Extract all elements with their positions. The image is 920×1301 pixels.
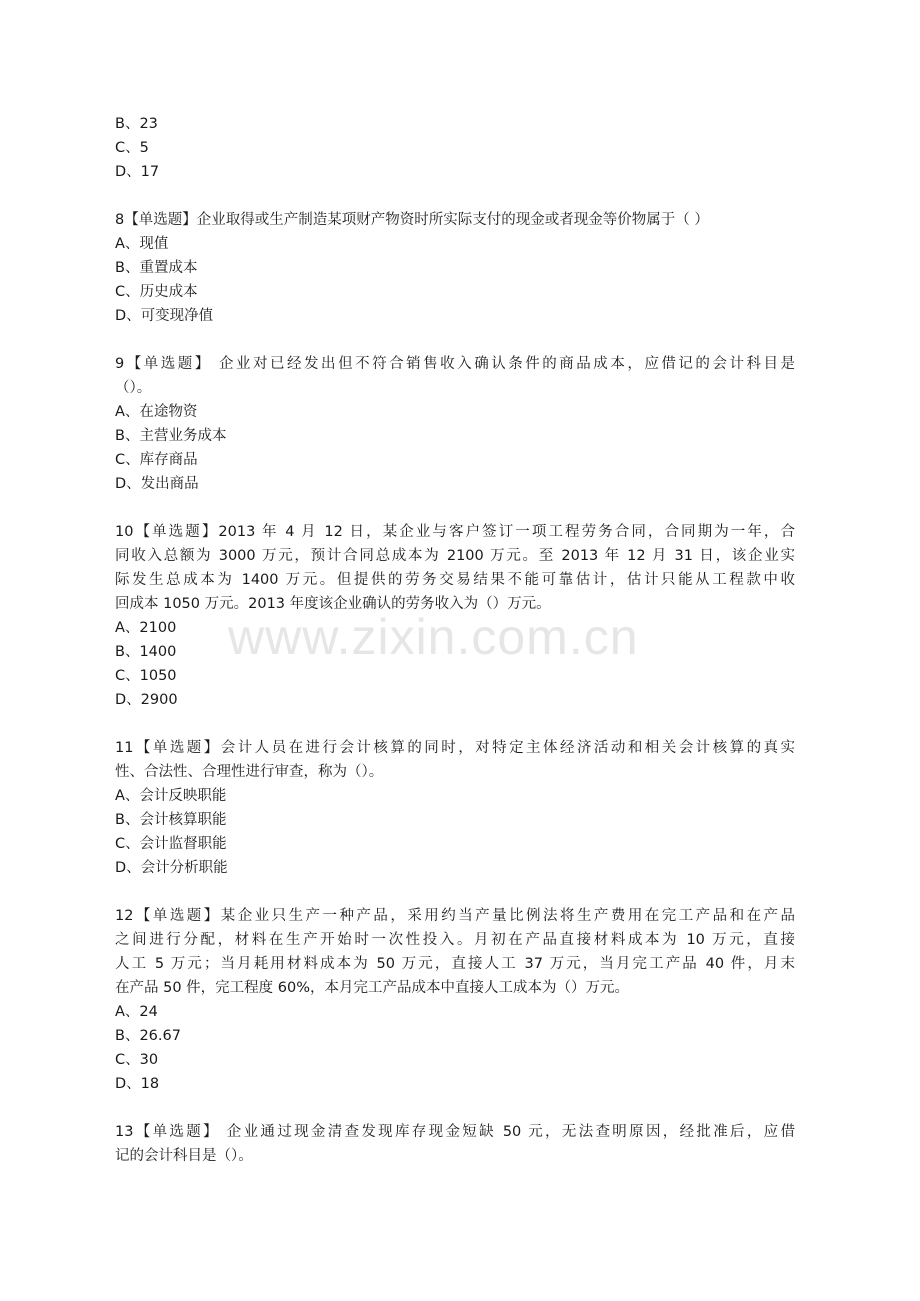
option: D、2900: [115, 692, 178, 708]
question-text-line: 13【单选题】 企业通过现金清查发现库存现金短缺 50 元，无法查明原因，经批准后，应借: [115, 1124, 795, 1140]
previous-question-options: [115, 112, 795, 184]
question-text-line: 8【单选题】企业取得或生产制造某项财产物资时所实际支付的现金或者现金等价物属于（ ）: [115, 212, 709, 228]
option: D、会计分析职能: [115, 860, 228, 876]
option: C、5: [115, 140, 149, 156]
question-block: [115, 1120, 795, 1168]
option: D、可变现净值: [115, 308, 214, 324]
question-text-line: 性、合法性、合理性进行审查，称为（）。: [115, 764, 384, 780]
option: D、18: [115, 1076, 160, 1092]
question-text-line: 11【单选题】会计人员在进行会计核算的同时，对特定主体经济活动和相关会计核算的真实: [115, 740, 795, 756]
question-text-line: （）。: [115, 380, 152, 396]
question-text-line: 记的会计科目是（）。: [115, 1148, 253, 1164]
option: A、在途物资: [115, 404, 198, 420]
option: C、库存商品: [115, 452, 198, 468]
option: A、2100: [115, 620, 177, 636]
watermark: www.zixin.com.cn: [228, 609, 639, 665]
question-block: [115, 352, 795, 496]
question-text-line: 际发生总成本为 1400 万元。但提供的劳务交易结果不能可靠估计，估计只能从工程款中收: [115, 572, 795, 588]
option: B、26.67: [115, 1028, 181, 1044]
question-block: [115, 208, 795, 328]
option: A、24: [115, 1004, 158, 1020]
question-block: [115, 520, 795, 712]
option: A、会计反映职能: [115, 788, 227, 804]
option: B、23: [115, 116, 158, 132]
option: B、1400: [115, 644, 177, 660]
option: A、现值: [115, 236, 169, 252]
question-text-line: 人工 5 万元；当月耗用材料成本为 50 万元，直接人工 37 万元，当月完工产品 40 件，月末: [115, 956, 795, 972]
question-text-line: 10【单选题】2013 年 4 月 12 日，某企业与客户签订一项工程劳务合同，合同期为一年，合: [115, 524, 795, 540]
option: C、1050: [115, 668, 177, 684]
question-block: [115, 904, 795, 1096]
option: C、会计监督职能: [115, 836, 227, 852]
option: D、发出商品: [115, 476, 199, 492]
question-text-line: 之间进行分配，材料在生产开始时一次性投入。月初在产品直接材料成本为 10 万元，直接: [115, 932, 795, 948]
question-text-line: 9【单选题】 企业对已经发出但不符合销售收入确认条件的商品成本，应借记的会计科目是: [115, 356, 795, 372]
option: C、30: [115, 1052, 159, 1068]
option: C、历史成本: [115, 284, 198, 300]
question-text-line: 同收入总额为 3000 万元，预计合同总成本为 2100 万元。至 2013 年 12 月 31 日，该企业实: [115, 548, 795, 564]
question-block: [115, 736, 795, 880]
question-text-line: 回成本 1050 万元。2013 年度该企业确认的劳务收入为（）万元。: [115, 596, 551, 612]
option: B、会计核算职能: [115, 812, 227, 828]
option: B、主营业务成本: [115, 428, 227, 444]
option: B、重置成本: [115, 260, 198, 276]
question-text-line: 在产品 50 件，完工程度 60%，本月完工产品成本中直接人工成本为（）万元。: [115, 980, 630, 996]
question-text-line: 12【单选题】某企业只生产一种产品，采用约当产量比例法将生产费用在完工产品和在产品: [115, 908, 795, 924]
option: D、17: [115, 164, 160, 180]
document-page: [115, 112, 795, 1168]
